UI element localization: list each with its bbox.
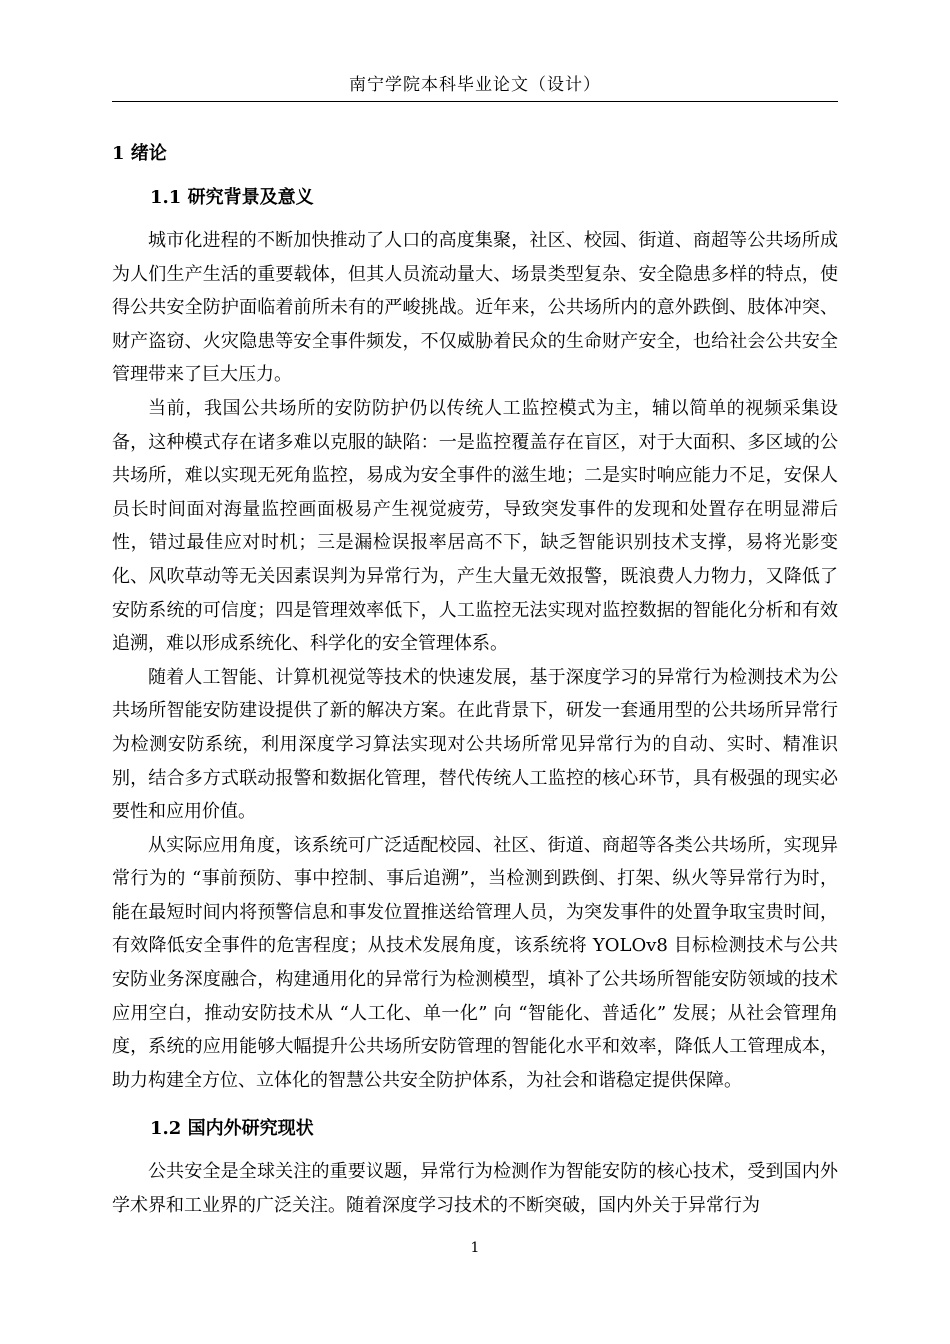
paragraph: 城市化进程的不断加快推动了人口的高度集聚，社区、校园、街道、商超等公共场所成为人们生产生活的重要载体，但其人员流动量大、场景类型复杂、安全隐患多样的特点，使得公共安全防护面临着前所未有的严峻挑战。近年来，公共场所内的意外跌倒、肢体冲突、财产盗窃、火灾隐患等安全事件频发，不仅威胁着民众的生命财产安全，也给社会公共安全管理带来了巨大压力。 (112, 230, 838, 386)
page-body (112, 136, 838, 1223)
paragraph: 公共安全是全球关注的重要议题，异常行为检测作为智能安防的核心技术，受到国内外学术界和工业界的广泛关注。随着深度学习技术的不断突破，国内外关于异常行为 (112, 1161, 838, 1217)
paragraph: 当前，我国公共场所的安防防护仍以传统人工监控模式为主，辅以简单的视频采集设备，这种模式存在诸多难以克服的缺陷：一是监控覆盖存在盲区，对于大面积、多区域的公共场所，难以实现无死角监控，易成为安全事件的滋生地；二是实时响应能力不足，安保人员长时间面对海量监控画面极易产生视觉疲劳，导致突发事件的发现和处置存在明显滞后性，错过最佳应对时机；三是漏检误报率居高不下，缺乏智能识别技术支撑，易将光影变化、风吹草动等无关因素误判为异常行为，产生大量无效报警，既浪费人力物力，又降低了安防系统的可信度；四是管理效率低下，人工监控无法实现对监控数据的智能化分析和有效追溯，难以形成系统化、科学化的安全管理体系。 (112, 397, 838, 655)
page-number: 1 (470, 1240, 480, 1256)
running-header: 南宁学院本科毕业论文（设计） (349, 75, 601, 95)
section-title: 1.2 国内外研究现状 (150, 1118, 314, 1140)
header-rule (112, 101, 838, 102)
paragraph: 随着人工智能、计算机视觉等技术的快速发展，基于深度学习的异常行为检测技术为公共场所智能安防建设提供了新的解决方案。在此背景下，研发一套通用型的公共场所异常行为检测安防系统，利用深度学习算法实现对公共场所常见异常行为的自动、实时、精准识别，结合多方式联动报警和数据化管理，替代传统人工监控的核心环节，具有极强的现实必要性和应用价值。 (112, 666, 838, 823)
chapter-title: 1 绪论 (112, 143, 167, 164)
paragraph: 从实际应用角度，该系统可广泛适配校园、社区、街道、商超等各类公共场所，实现异常行为的 “事前预防、事中控制、事后追溯”，当检测到跌倒、打架、纵火等异常行为时，能在最短时间内将预警信息和事发位置推送给管理人员，为突发事件的处置争取宝贵时间，有效降低安全事件的危害程度；从技术发展角度，该系统将 YOLOv8 目标检测技术与公共安防业务深度融合，构建通用化的异常行为检测模型，填补了公共场所智能安防领域的技术应用空白，推动安防技术从 “人工化、单一化” 向 “智能化、普适化” 发展；从社会管理角度，系统的应用能够大幅提升公共场所安防管理的智能化水平和效率，降低人工管理成本，助力构建全方位、立体化的智慧公共安全防护体系，为社会和谐稳定提供保障。 (112, 834, 838, 1091)
section-title: 1.1 研究背景及意义 (150, 187, 314, 208)
